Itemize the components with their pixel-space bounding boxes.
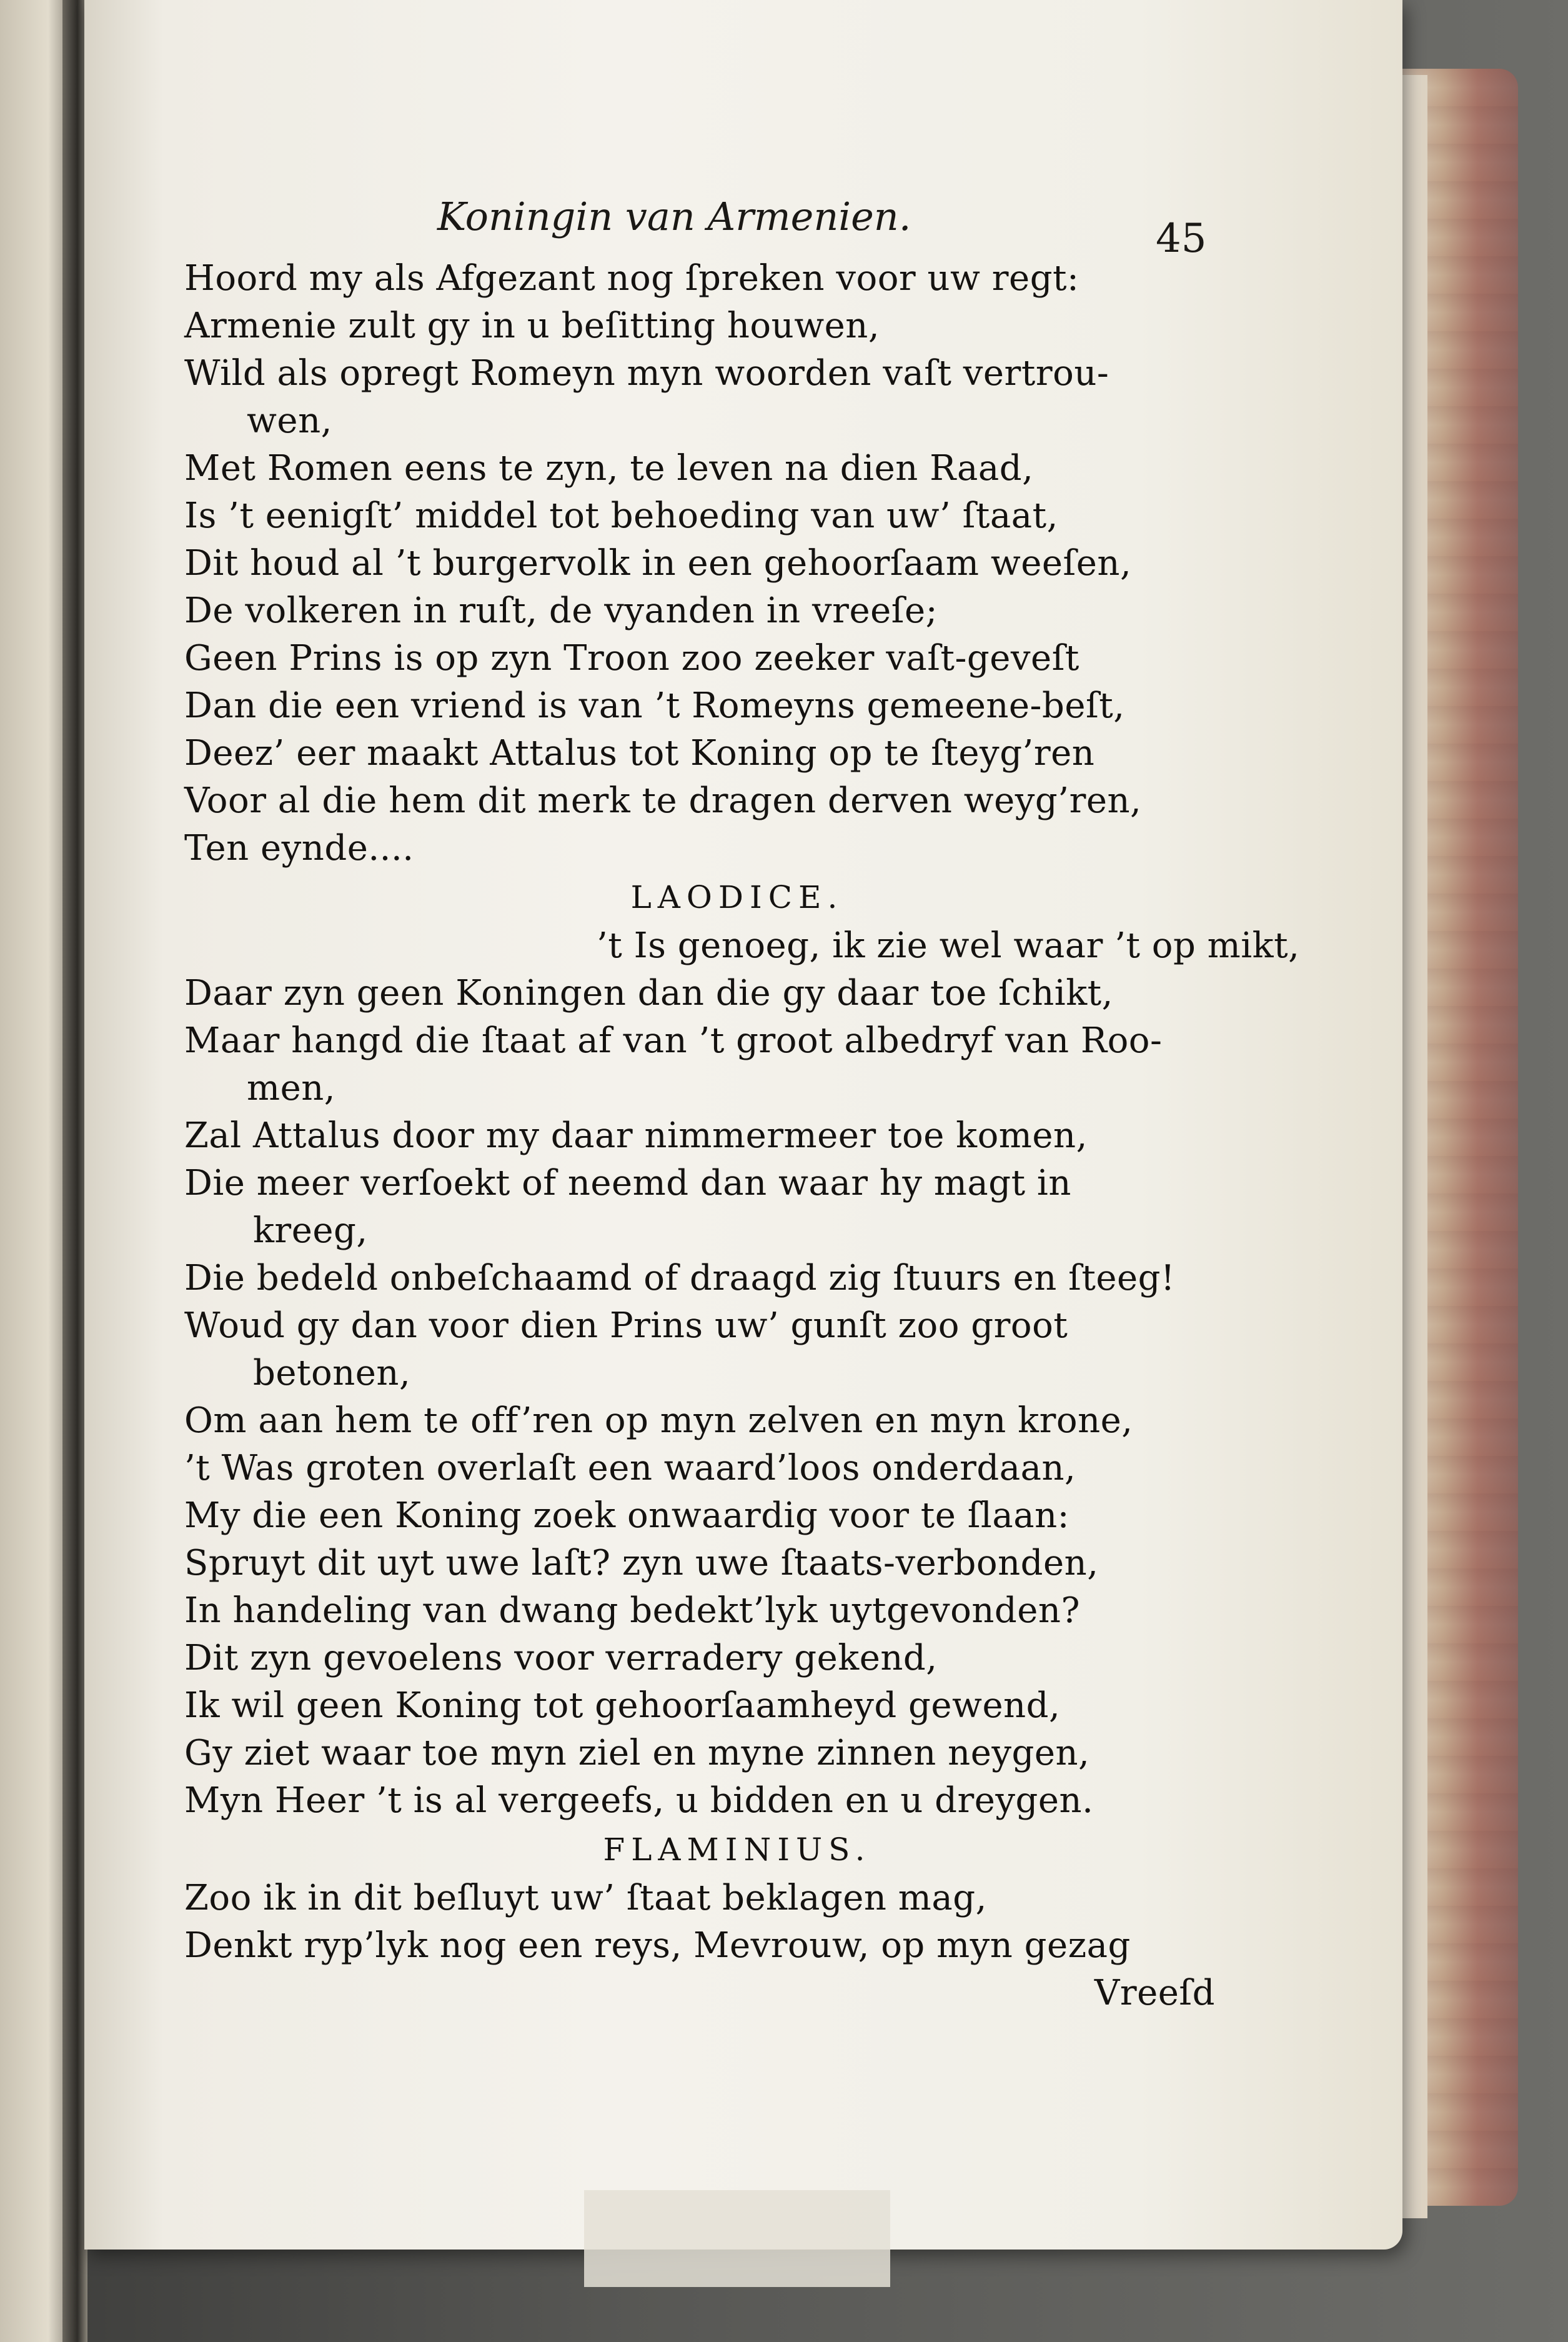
verse-line: Ik wil geen Koning tot gehoorſaamheyd gewend, xyxy=(184,1685,1061,1726)
verse-line: Die meer verſoekt of neemd dan waar hy magt in xyxy=(184,1163,1071,1203)
verse-line: kreeg, xyxy=(253,1210,368,1251)
verse-line: Dit houd al ’t burgervolk in een gehoorſaam weeſen, xyxy=(184,543,1132,584)
verse-line: Wild als opregt Romeyn myn woorden vaſt vertrou- xyxy=(184,353,1109,394)
verse-line: Zoo ik in dit beſluyt uw’ ſtaat beklagen mag, xyxy=(184,1878,987,1918)
verse-line: men, xyxy=(247,1068,336,1109)
verse-line: Hoord my als Afgezant nog ſpreken voor uw regt: xyxy=(184,258,1079,299)
verse-line: In handeling van dwang bedekt’lyk uytgevonden? xyxy=(184,1590,1080,1631)
verse-text xyxy=(184,255,1300,2017)
verse-line: De volkeren in ruſt, de vyanden in vreeſe; xyxy=(184,590,938,631)
verse-line: ’t Is genoeg, ik zie wel waar ’t op mikt, xyxy=(597,925,1300,966)
verse-line: Geen Prins is op zyn Troon zoo zeeker vaſt-geveſt xyxy=(184,638,1079,679)
page-number: 45 xyxy=(1156,216,1207,262)
speaker-name: LAODICE. xyxy=(630,879,844,915)
verse-line: Gy ziet waar toe myn ziel en myne zinnen neygen, xyxy=(184,1733,1090,1773)
verse-line: Met Romen eens te zyn, te leven na dien Raad, xyxy=(184,448,1034,489)
verse-line: My die een Koning zoek onwaardig voor te ſlaan: xyxy=(184,1495,1070,1536)
verse-line: Deez’ eer maakt Attalus tot Koning op te ſteyg’ren xyxy=(184,733,1095,774)
tape-patch xyxy=(584,2190,890,2287)
running-head: Koningin van Armenien. xyxy=(437,194,911,239)
verse-line: Armenie zult gy in u beſitting houwen, xyxy=(184,306,880,346)
verse-line: Myn Heer ’t is al vergeefs, u bidden en u dreygen. xyxy=(184,1780,1094,1821)
speaker-name: FLAMINIUS. xyxy=(603,1831,871,1868)
verse-line: betonen, xyxy=(253,1353,411,1393)
verse-line: Spruyt dit uyt uwe laſt? zyn uwe ſtaats-verbonden, xyxy=(184,1543,1099,1583)
verse-line: Dan die een vriend is van ’t Romeyns gemeene-beſt, xyxy=(184,685,1125,726)
verse-line: Ten eynde.... xyxy=(184,828,414,869)
verse-line: Die bedeld onbeſchaamd of draagd zig ſtuurs en ſteeg! xyxy=(184,1258,1175,1298)
book-gutter xyxy=(62,0,87,2342)
verse-line: Om aan hem te off’ren op myn zelven en myn krone, xyxy=(184,1400,1133,1441)
verse-line: Denkt ryp’lyk nog een reys, Mevrouw, op myn gezag xyxy=(184,1925,1131,1966)
verse-line: Voor al die hem dit merk te dragen derven weyg’ren, xyxy=(184,780,1142,821)
verse-line: Zal Attalus door my daar nimmermeer toe komen, xyxy=(184,1115,1088,1156)
verse-line: Maar hangd die ſtaat af van ’t groot albedryf van Roo- xyxy=(184,1020,1163,1061)
verse-line: Dit zyn gevoelens voor verradery gekend, xyxy=(184,1638,938,1678)
verse-line: Is ’t eenigſt’ middel tot behoeding van uw’ ſtaat, xyxy=(184,496,1058,536)
verse-line: ’t Was groten overlaſt een waard’loos onderdaan, xyxy=(184,1448,1076,1488)
catchword: Vreeſd xyxy=(1094,1973,1215,2013)
verse-line: wen, xyxy=(247,401,332,441)
verse-line: Woud gy dan voor dien Prins uw’ gunſt zoo groot xyxy=(184,1305,1068,1346)
verse-line: Daar zyn geen Koningen dan die gy daar toe ſchikt, xyxy=(184,973,1113,1014)
left-page-edge xyxy=(0,0,69,2342)
